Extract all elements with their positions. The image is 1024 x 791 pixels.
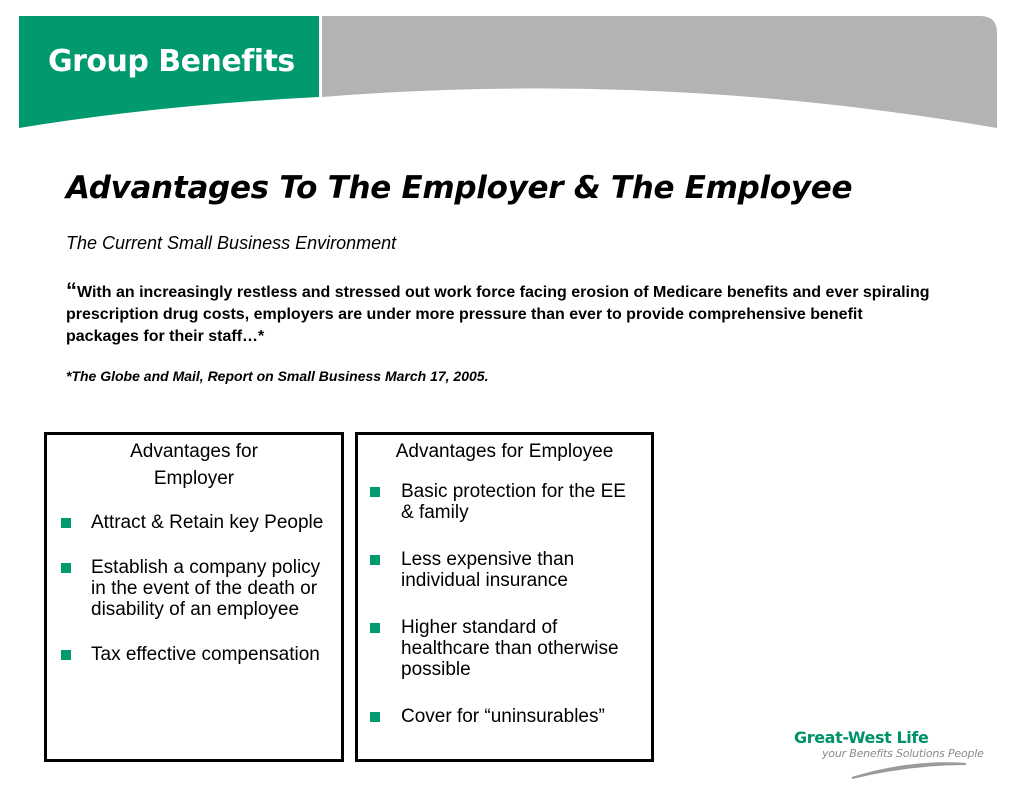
list-item-text: Basic protection for the EE & family <box>401 481 626 523</box>
employee-box-heading: Advantages for Employee <box>395 441 614 462</box>
company-logo <box>790 726 990 782</box>
list-item-text: Establish a company policy in the event of the death or disability of an employee <box>91 557 321 620</box>
employer-box-heading <box>47 438 341 492</box>
header-band <box>0 0 1024 140</box>
list-item <box>47 644 341 665</box>
employee-bullet-list <box>358 481 651 727</box>
employer-bullet-list <box>47 512 341 665</box>
page-subtitle: The Current Small Business Environment <box>66 233 397 253</box>
bullet-square-icon <box>61 563 71 573</box>
list-item-text: Tax effective compensation <box>91 644 320 665</box>
logo-tagline: your Benefits Solutions People <box>822 747 984 760</box>
page-title: Advantages To The Employer & The Employee <box>66 170 853 206</box>
list-item <box>47 512 341 533</box>
bullet-square-icon <box>370 623 380 633</box>
bullet-square-icon <box>61 518 71 528</box>
list-item <box>358 706 651 727</box>
list-item-text: Higher standard of healthcare than otherwise possible <box>401 617 619 680</box>
list-item <box>47 557 341 620</box>
swoosh-icon <box>790 726 990 782</box>
employer-heading-line2: Employer <box>153 468 235 489</box>
list-item <box>358 617 651 680</box>
open-quote-mark: “ <box>66 278 77 303</box>
list-item-text: Attract & Retain key People <box>91 512 324 533</box>
quote-text: With an increasingly restless and stressed out work force facing erosion of Medicare benefits and ever spiraling prescription drug costs, employers are under more pressure than ever to provide comprehensive benefit packages for their staff…* <box>66 284 930 345</box>
header-title: Group Benefits <box>48 44 295 79</box>
bullet-square-icon <box>370 712 380 722</box>
list-item <box>358 481 651 523</box>
list-item-text: Less expensive than individual insurance <box>401 549 575 591</box>
bullet-square-icon <box>370 555 380 565</box>
employee-advantages-box <box>355 432 654 762</box>
list-item <box>358 549 651 591</box>
quote-source: *The Globe and Mail, Report on Small Business March 17, 2005. <box>66 368 489 384</box>
bullet-square-icon <box>370 487 380 497</box>
employer-advantages-box <box>44 432 344 762</box>
logo-name: Great-West Life <box>794 728 929 747</box>
bullet-square-icon <box>61 650 71 660</box>
list-item-text: Cover for “uninsurables” <box>401 706 605 727</box>
employer-heading-line1: Advantages for <box>130 441 258 462</box>
quote-block <box>66 280 936 348</box>
